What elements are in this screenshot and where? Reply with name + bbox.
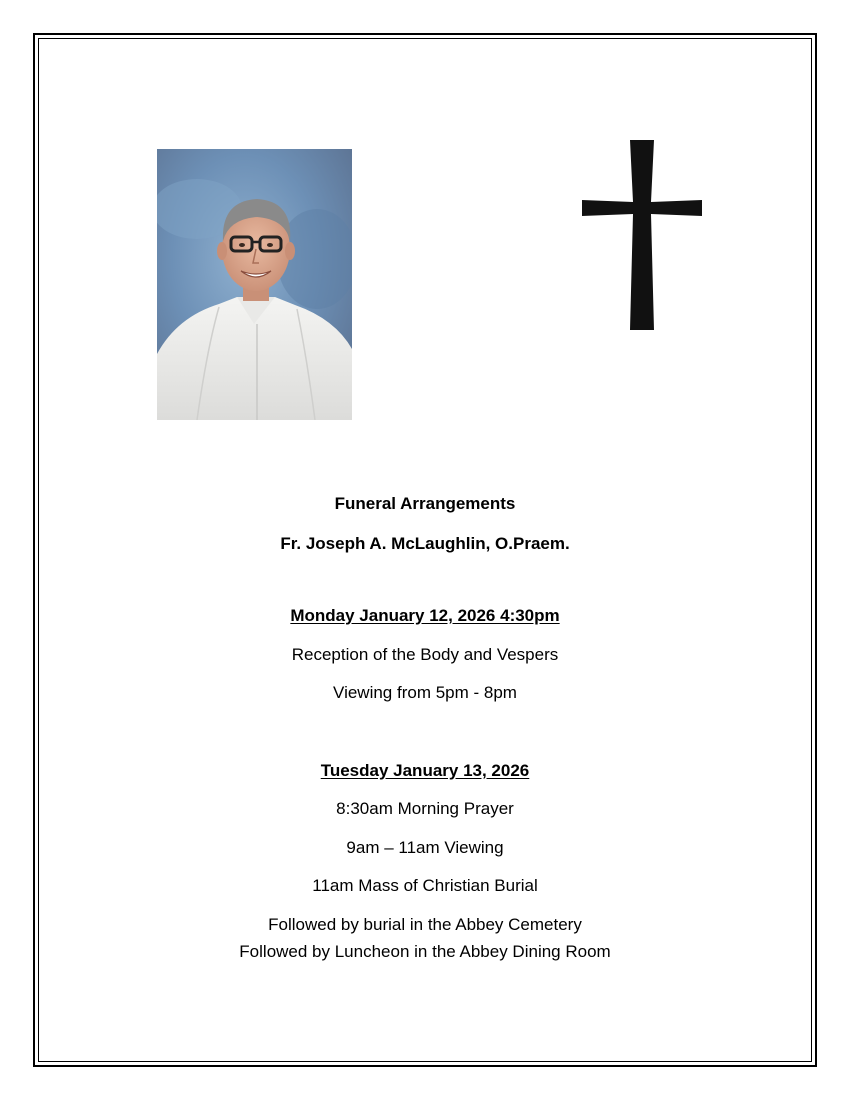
tuesday-line-3: 11am Mass of Christian Burial bbox=[312, 876, 538, 895]
tuesday-line-2: 9am – 11am Viewing bbox=[346, 838, 504, 857]
monday-line-1: Reception of the Body and Vespers bbox=[291, 645, 559, 664]
tuesday-line-1: 8:30am Morning Prayer bbox=[336, 799, 514, 818]
portrait-photo bbox=[157, 149, 352, 420]
monday-date: Monday January 12, 2026 4:30pm bbox=[290, 606, 560, 625]
tuesday-line-5: Followed by Luncheon in the Abbey Dining Room bbox=[239, 942, 611, 961]
monday-line-2: Viewing from 5pm - 8pm bbox=[333, 683, 517, 702]
cross-icon bbox=[582, 140, 702, 330]
title: Funeral Arrangements bbox=[334, 494, 516, 513]
tuesday-date: Tuesday January 13, 2026 bbox=[320, 761, 530, 780]
deceased-name: Fr. Joseph A. McLaughlin, O.Praem. bbox=[280, 534, 570, 553]
tuesday-line-4: Followed by burial in the Abbey Cemetery bbox=[268, 915, 582, 934]
